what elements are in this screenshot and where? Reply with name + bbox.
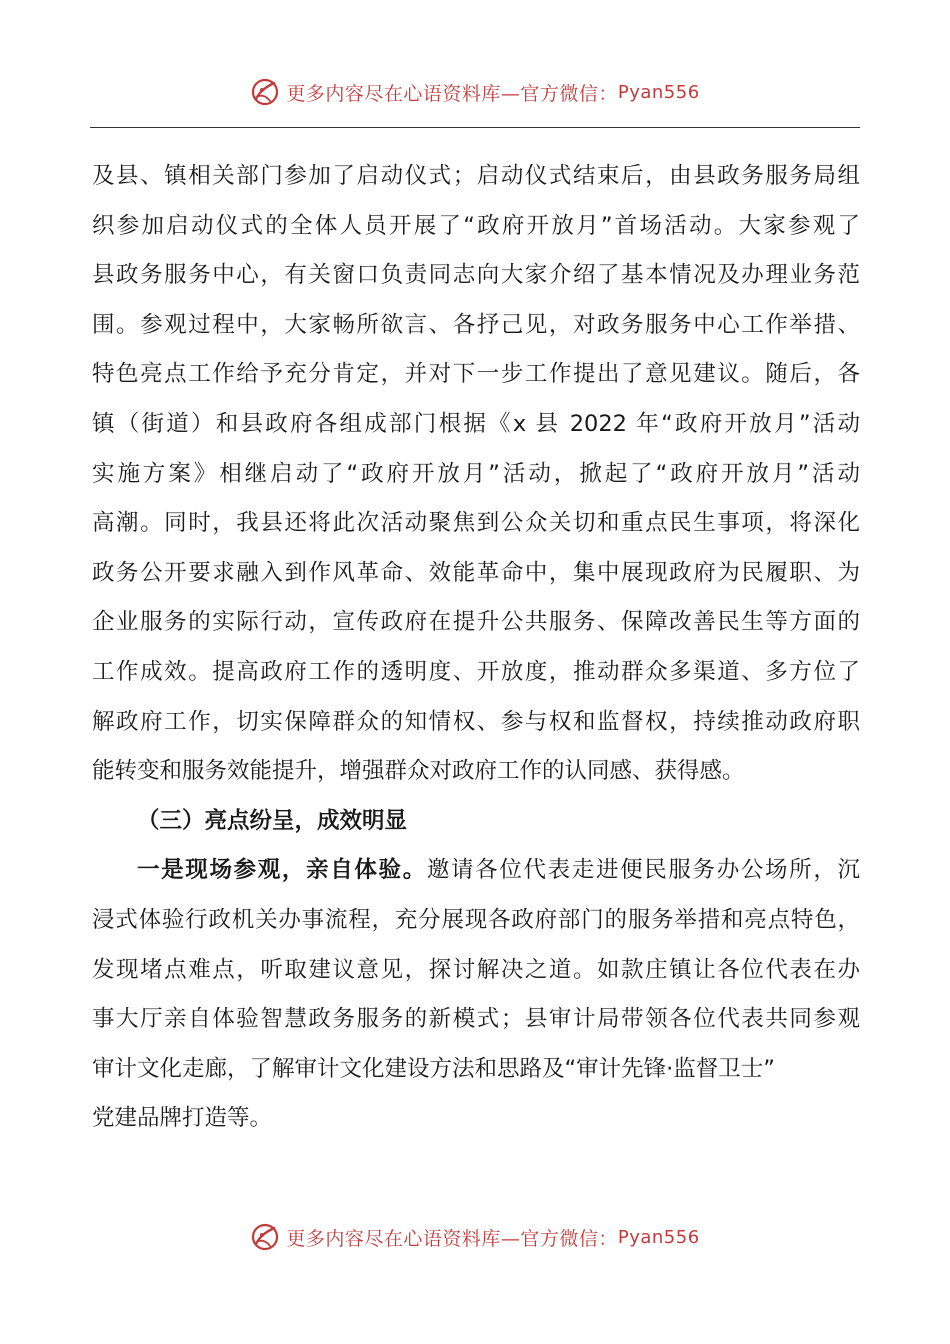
text-line: 高潮。同时，我县还将此次活动聚焦到公众关切和重点民生事项，将深化 [92,510,860,537]
header-divider [90,127,860,128]
text-line: 党建品牌打造等。 [92,1105,273,1132]
text-line: 企业服务的实际行动，宣传政府在提升公共服务、保障改善民生等方面的 [92,609,860,636]
text-line: 政务公开要求融入到作风革命、效能革命中，集中展现政府为民履职、为 [92,559,860,586]
text-line: 围。参观过程中，大家畅所欲言、各抒己见，对政务服务中心工作举措、 [92,311,860,338]
footer-watermark [0,1217,950,1257]
text-line: 解政府工作，切实保障群众的知情权、参与权和监督权，持续推动政府职 [92,708,860,735]
text-line-first [92,846,860,896]
paragraph-lead-rest: 邀请各位代表走进便民服务办公场所，沉 [426,857,860,884]
text-line: 能转变和服务效能提升，增强群众对政府工作的认同感、获得感。 [92,758,745,785]
paragraph-2 [92,846,860,1144]
text-line: 工作成效。提高政府工作的透明度、开放度，推动群众多渠道、多方位了 [92,658,860,685]
text-line: 织参加启动仪式的全体人员开展了“政府开放月”首场活动。大家参观了 [92,212,860,239]
watermark-wechat-id: Pyan556 [617,81,700,103]
text-line: 发现堵点难点，听取建议意见，探讨解决之道。如款庄镇让各位代表在办 [92,956,860,983]
text-line: 及县、镇相关部门参加了启动仪式；启动仪式结束后，由县政务服务局组 [92,163,860,189]
brush-logo-icon [250,1222,280,1252]
watermark-wechat-id: Pyan556 [617,1226,700,1248]
watermark-text: 更多内容尽在心语资料库—官方微信： [286,82,618,105]
text-line: 事大厅亲自体验智慧政务服务的新模式；县审计局带领各位代表共同参观 [92,1006,860,1033]
text-line: 浸式体验行政机关办事流程，充分展现各政府部门的服务举措和亮点特色， [92,906,860,933]
text-line: 县政务服务中心，有关窗口负责同志向大家介绍了基本情况及办理业务范 [92,262,860,289]
document-body [92,152,860,1144]
text-line: 实施方案》相继启动了“政府开放月”活动，掀起了“政府开放月”活动 [92,460,860,487]
section-heading: （三）亮点纷呈，成效明显 [137,807,408,834]
paragraph-1 [92,152,860,797]
watermark-text: 更多内容尽在心语资料库—官方微信： [286,1227,618,1250]
text-line: 审计文化走廊，了解审计文化建设方法和思路及“审计先锋·监督卫士” [92,1055,775,1082]
header-watermark [0,72,950,112]
paragraph-lead-bold: 一是现场参观，亲自体验。 [137,857,427,884]
text-line: 特色亮点工作给予充分肯定，并对下一步工作提出了意见建议。随后，各 [92,361,860,388]
text-line: 镇（街道）和县政府各组成部门根据《x 县 2022 年“政府开放月”活动 [92,410,860,437]
brush-logo-icon [250,77,280,107]
